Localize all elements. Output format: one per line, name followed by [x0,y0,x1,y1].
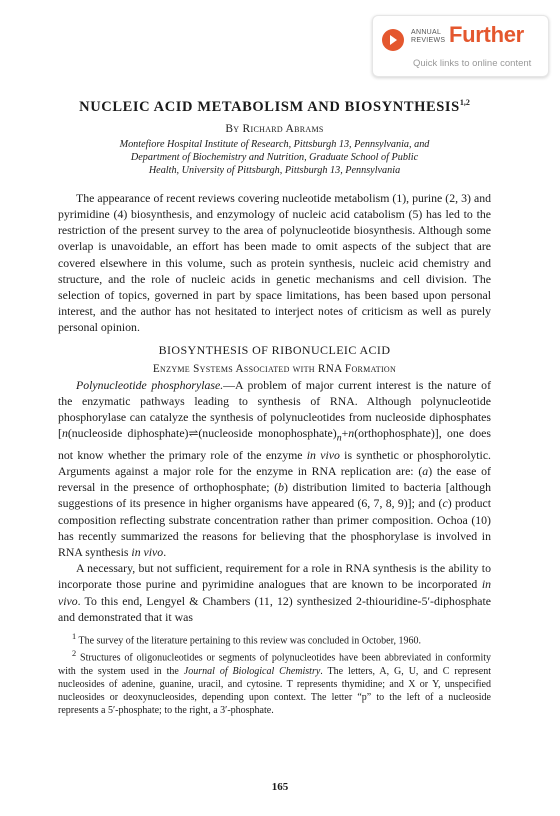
annual-label: ANNUAL [411,29,442,36]
italic-run: in vivo [306,447,340,462]
italic-run: n [336,432,342,444]
text-run: —A problem of major current interest is the nature of the enzymatic pathways leading to synthesis of RNA. Although polynucleotide phosphorylase can catalyze the synthesis of polynucleotides from nucleoside diphosphates [ [58,377,492,441]
annual-reviews-logo [411,29,445,45]
affiliation-line: Health, University of Pittsburgh, Pittsburgh 13, Pennsylvania [148,164,401,176]
italic-run: c [442,496,448,511]
section-heading: BIOSYNTHESIS OF RIBONUCLEIC ACID [158,342,391,357]
text-run: ) product composition reflecting substrate concentration rather than primer composition. Ochoa (10) has recently summarized the reasons for believing that the phosphorylase is involved in RNA synthesis [58,496,491,560]
phosphorylase-paragraph [58,377,491,561]
footnote-1 [58,630,491,647]
text-run: . To this end, Lengyel & Chambers (11, 12) synthesized 2-thiouridine-5′-diphosphate and demonstrated that it was [58,593,491,624]
further-badge[interactable] [372,15,549,77]
author-line: By Richard Abrams [225,122,324,135]
further-label: Further [449,22,524,47]
affiliation [58,138,491,177]
article-title [58,94,491,116]
page-number: 165 [271,781,289,793]
text-run: . [163,545,167,560]
journal-name: Journal of Biological Chemistry [183,665,321,677]
quick-links-label: Quick links to online content [413,58,532,69]
affiliation-line: Montefiore Hospital Institute of Research, Pittsburgh 13, Pennsylvania, and [119,138,430,150]
text-run: is synthetic or phosphorolytic. Arguments against a major role for the enzyme in RNA replication are: ( [58,447,492,479]
italic-run: in vivo [131,545,164,560]
text-run: (nucleoside diphosphate)⇌(nucleoside monophosphate) [67,426,337,441]
italic-run: in vivo [58,577,491,608]
title-footnote-marks[interactable]: 1,2 [459,98,470,107]
intro-paragraph: The appearance of recent reviews covering nucleotide metabolism (1), purine (2, 3) and pyrimidine (4) biosynthesis, and enzymology of nucleic acid catabolism (5) has led to the restriction of the present survey to the area of polynucleotide biosynthesis. Although some overlap is unavoidable, an effort has been made to omit aspects of the subject that are covered elsewhere in this volume, such as protein synthesis, nucleic acid chemistry and structure, and the role of nucleic acids in genetic mechanisms and cell division. The selection of topics, governed in part by space limitations, has been based upon personal interest, and the author has not hesitated to interject notes of criticism as well as purely personal opinion. [58,190,491,335]
footnote-text: . The letters, A, G, U, and C represent nucleosides of adenine, guanine, uracil, and cytosine. T represents thymidine; and X or Y, unspecified nucleosides or deoxynucleosides, depending upon context. The letter “p” to the left of a nucleoside represents a 5′-phosphate; to the right, a 3′-phosphate. [58,665,492,716]
footnote-2 [58,647,491,716]
footnote-mark: 2 [72,649,77,659]
analogue-paragraph [58,560,491,625]
runin-heading: Polynucleotide phosphorylase. [76,377,224,392]
footnote-text: Structures of oligonucleotides or segments of polynucleotides have been abbreviated in conformity with the system used in the [58,652,491,677]
italic-run: b [278,480,285,495]
text-run: ) distribution limited to bacteria [although suggestions of its presence in higher organisms have appeared (6, 7, 8, 9)]; and ( [58,480,491,511]
text-run: + [341,426,349,441]
article-page [58,94,491,717]
title-text: NUCLEIC ACID METABOLISM AND BIOSYNTHESIS [79,98,460,115]
italic-run: n [348,426,355,441]
footnotes [58,630,491,717]
footnote-mark: 1 [72,632,77,642]
play-icon [382,29,404,51]
affiliation-line: Department of Biochemistry and Nutrition, Graduate School of Public [130,151,419,163]
reviews-label: REVIEWS [411,37,446,44]
subsection-heading: Enzyme Systems Associated with RNA Formation [152,362,397,375]
text-run: ) the ease of reversal in the presence of orthophosphate; ( [58,464,491,495]
italic-run: a [422,464,429,479]
footnote-text: The survey of the literature pertaining to this review was concluded in October, 1960. [76,635,422,647]
text-run: (orthophosphate)], one does not know whether the primary role of the enzyme [58,426,491,462]
italic-run: n [61,426,68,441]
text-run: A necessary, but not sufficient, requirement for a role in RNA synthesis is the ability to incorporate those purine and pyrimidine analogues that are known to be incorporated [58,561,491,592]
